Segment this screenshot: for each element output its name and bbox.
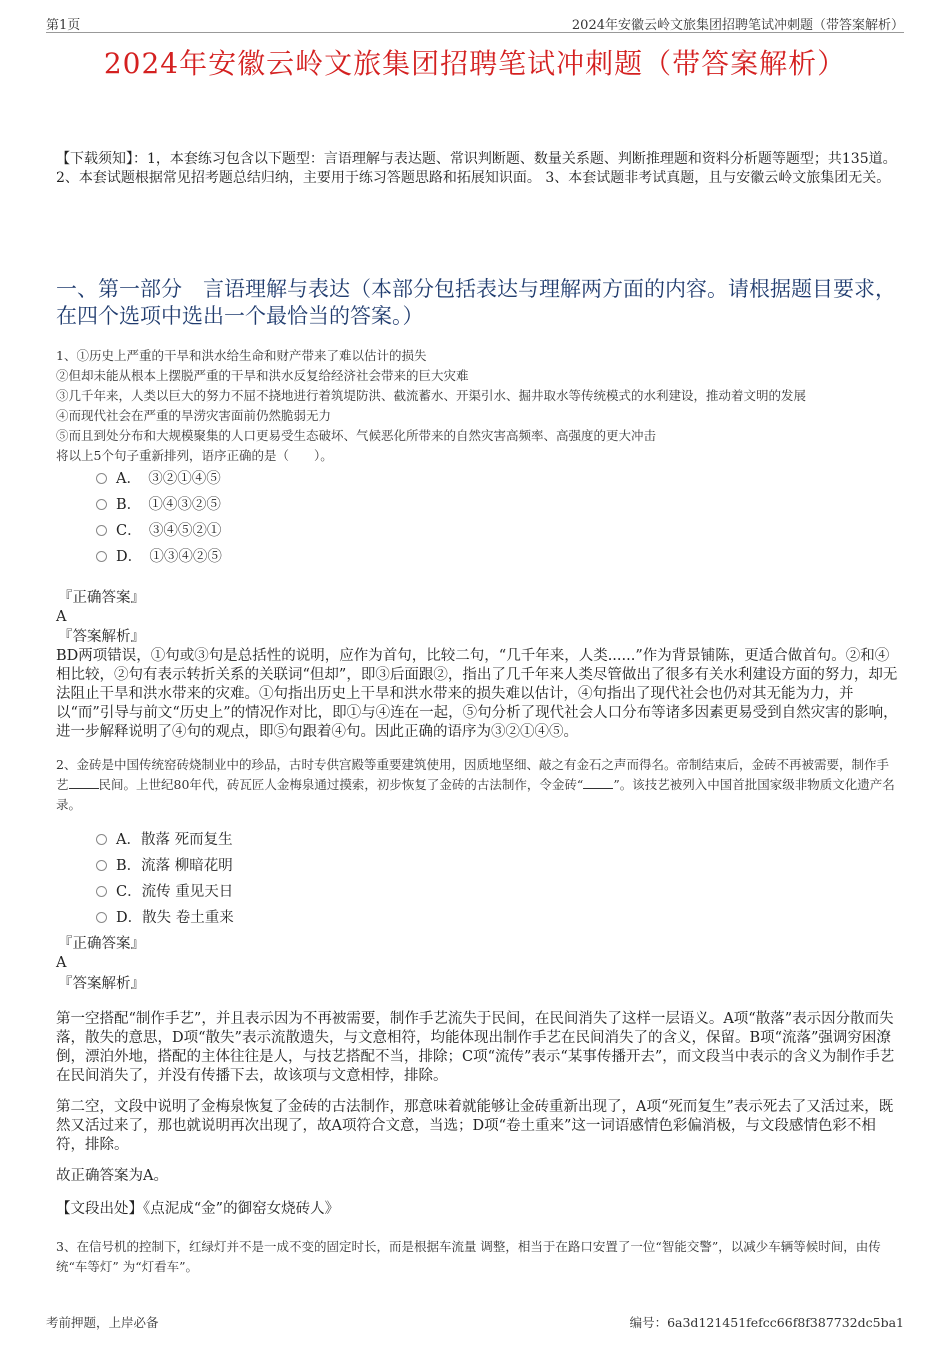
- question-3-stem: 3、在信号机的控制下，红绿灯并不是一成不变的固定时长，而是根据车流量 调整，相当于在路口安置了一位“智能交警”，以减少车辆等候时间，由传统“车等灯” 为“灯看车”。: [56, 1239, 881, 1274]
- document-code: 编号：6a3d121451fefcc66f8f387732dc5ba1: [629, 1315, 904, 1330]
- analysis-paragraph-1: 第一空搭配“制作手艺”，并且表示因为不再被需要，制作手艺流失于民间，在民间消失了这样一层语义。A项“散落”表示因分散而失落，散失的意思，D项“散失”表示流散遗失，与文意相符，均能体现出制作手艺在民间消失了的含义，保留。B项“流落”强调穷困潦倒，漂泊外地，搭配的主体往往是人，与技艺搭配不当，排除；C项“流传”表示“某事传播开去”，而文段当中表示的含义为制作手艺在民间消失了，并没有传播下去，故该项与文意相悖，排除。: [56, 1011, 895, 1084]
- option-a[interactable]: A． ③②①④⑤: [96, 466, 222, 492]
- fill-blank: [69, 776, 99, 789]
- radio-icon[interactable]: [96, 886, 107, 897]
- option-d[interactable]: D． ①③④②⑤: [96, 544, 222, 570]
- document-title: 2024年安徽云岭文旅集团招聘笔试冲刺题（带答案解析）: [103, 47, 847, 80]
- option-a[interactable]: A．散落 死而复生: [96, 827, 234, 853]
- download-notice: 【下载须知】：1，本套练习包含以下题型：言语理解与表达题、常识判断题、数量关系题、判断推理题和资料分析题等题型；共135道。 2、本套试题根据常见招考题总结归纳，主要用于练习答题思路和拓展知识面。 3、本套试题非考试真题，且与安徽云岭文旅集团无关。: [56, 151, 897, 186]
- header-doc-title: 2024年安徽云岭文旅集团招聘笔试冲刺题（带答案解析）: [571, 18, 904, 33]
- radio-icon[interactable]: [96, 473, 107, 484]
- radio-icon[interactable]: [96, 525, 107, 536]
- analysis-paragraph-2: 第二空，文段中说明了金梅泉恢复了金砖的古法制作，那意味着就能够让金砖重新出现了，A项“死而复生”表示死去了又活过来，既然又活过来了，那也就说明再次出现了，故A项符合文意，当选；D项“卷土重来”这一词语感情色彩偏消极，与文段感情色彩不相符，排除。: [56, 1099, 894, 1153]
- question-2-options: [96, 827, 234, 931]
- question-2-stem: 2、金砖是中国传统窑砖烧制业中的珍品，古时专供宫殿等重要建筑使用，因质地坚细、敲之有金石之声而得名。帝制结束后，金砖不再被需要，制作手艺 民间。上世纪80年代，砖瓦匠人金梅泉通过摸索，初步恢复了金砖的古法制作，令金砖“ ”。该技艺被列入中国首批国家级非物质文化遗产名录。: [56, 757, 895, 812]
- radio-icon[interactable]: [96, 912, 107, 923]
- correct-answer-label: 『正确答案』: [58, 590, 145, 606]
- analysis-text: BD两项错误，①句或③句是总括性的说明，应作为首句，比较二句，“几千年来，人类......”作为背景铺陈，更适合做首句。②和④相比较，②句有表示转折关系的关联词“但却”，即③后面跟②，指出了几千年来人类尽管做出了很多有关水利建设方面的努力，却无法阻止干旱和洪水带来的灾难。①句指出历史上干旱和洪水带来的损失难以估计，④句指出了现代社会也仍对其无能为力，并以“而”引导与前文“历史上”的情况作对比，即①与④连在一起，⑤句分析了现代社会人口分布等诸多因素更易受到自然灾害的影响，进一步解释说明了④句的观点，即⑤句跟着④句。因此正确的语序为③②①④⑤。: [56, 648, 898, 740]
- correct-answer-value: A: [56, 955, 67, 971]
- option-c[interactable]: C． ③④⑤②①: [96, 518, 222, 544]
- q1-line: ④而现代社会在严重的旱涝灾害面前仍然脆弱无力: [56, 408, 332, 423]
- option-d[interactable]: D．散失 卷土重来: [96, 905, 234, 931]
- fill-blank: [583, 776, 613, 789]
- radio-icon[interactable]: [96, 860, 107, 871]
- option-c[interactable]: C．流传 重见天日: [96, 879, 234, 905]
- q1-line: ⑤而且到处分布和大规模聚集的人口更易受生态破坏、气候恶化所带来的自然灾害高频率、高强度的更大冲击: [56, 428, 657, 443]
- question-1-stem: [56, 346, 896, 466]
- option-b[interactable]: B． ①④③②⑤: [96, 492, 222, 518]
- analysis-label: 『答案解析』: [58, 976, 145, 992]
- radio-icon[interactable]: [96, 499, 107, 510]
- passage-source: 【文段出处】《点泥成“金”的御窑女烧砖人》: [56, 1201, 340, 1217]
- radio-icon[interactable]: [96, 551, 107, 562]
- radio-icon[interactable]: [96, 834, 107, 845]
- analysis-conclusion: 故正确答案为A。: [56, 1168, 168, 1184]
- page-number: 第1页: [46, 18, 81, 33]
- page-header: [46, 12, 904, 33]
- option-b[interactable]: B．流落 柳暗花明: [96, 853, 234, 879]
- q1-line: 将以上5个句子重新排列，语序正确的是（ ）。: [56, 448, 333, 463]
- q1-line: 1、①历史上严重的干旱和洪水给生命和财产带来了难以估计的损失: [56, 348, 427, 363]
- correct-answer-label: 『正确答案』: [58, 936, 145, 952]
- question-1-options: [96, 466, 222, 570]
- section-heading: 一、第一部分 言语理解与表达（本部分包括表达与理解两方面的内容。请根据题目要求，在四个选项中选出一个最恰当的答案。）: [56, 277, 896, 328]
- q1-line: ③几千年来，人类以巨大的努力不屈不挠地进行着筑堤防洪、截流蓄水、开渠引水、掘井取水等传统模式的水利建设，推动着文明的发展: [56, 388, 807, 403]
- q1-line: ②但却未能从根本上摆脱严重的干旱和洪水反复给经济社会带来的巨大灾难: [56, 368, 469, 383]
- analysis-label: 『答案解析』: [58, 629, 145, 645]
- correct-answer-value: A: [56, 609, 67, 625]
- footer-slogan: 考前押题，上岸必备: [46, 1315, 159, 1330]
